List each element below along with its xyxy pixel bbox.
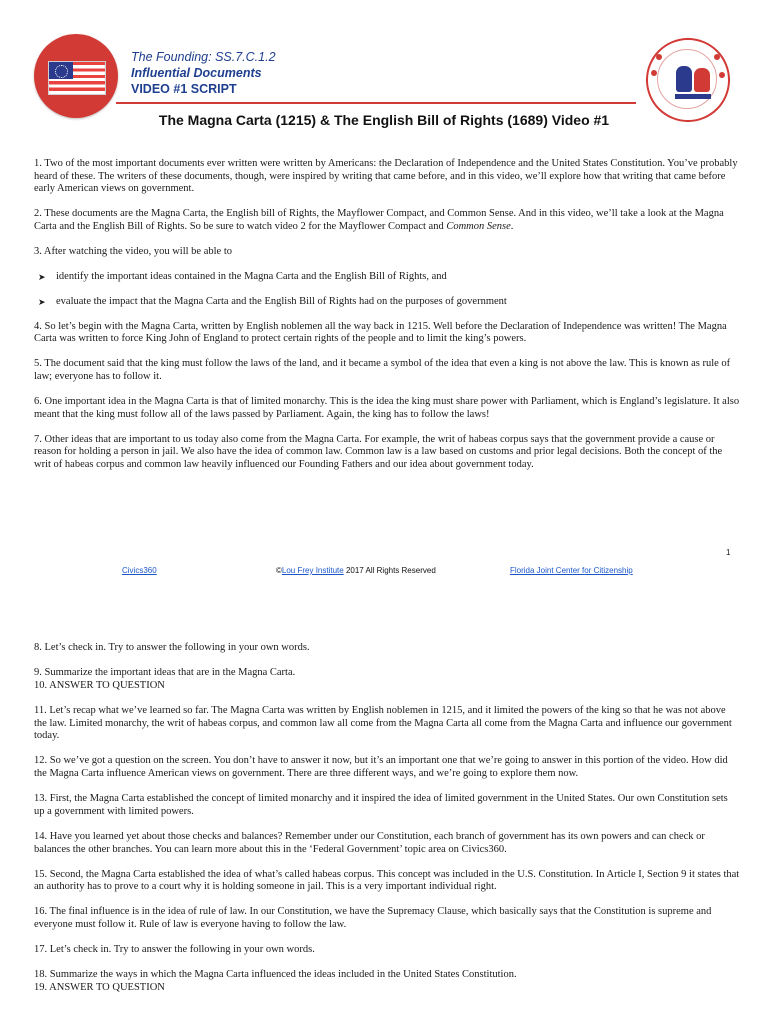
paragraph-7: 7. Other ideas that are important to us today also come from the Magna Carta. For example, the writ of habeas corpus says that the government provide a cause or reason for holding a person in jail. We also have the idea of common law. Common law is a law based on customs and prior legal decisions. Both the concept of the writ of habeas corpus and common law heavily influenced our Founding Fathers and our idea about government today.: [34, 433, 723, 471]
paragraph-1: 1. Two of the most important documents ever written were written by Americans: the Declaration of Independence and the United States Constitution. You’ve probably heard of these. The writers of these documents, though, were inspired by writing that came before, and in this video, we’ll explore how that writing that came before early American views on government.: [34, 158, 738, 195]
header-topic: Influential Documents: [131, 66, 262, 80]
header-course: The Founding: SS.7.C.1.2: [131, 50, 276, 64]
paragraph-2: [34, 208, 740, 233]
fjcc-link[interactable]: Florida Joint Center for Citizenship: [510, 566, 633, 575]
paragraph-2-text: 2. These documents are the Magna Carta, the English bill of Rights, the Mayflower Compact, and Common Sense. And in this video, we’ll take a look at the Magna Carta and the English Bill of Rights. So be sure to watch video 2 for the Mayflower Compact and: [34, 208, 724, 232]
paragraph-3: 3. After watching the video, you will be able to: [34, 246, 232, 258]
footer-left: [122, 566, 157, 575]
logo-figure-red: [694, 68, 710, 92]
page-title: The Magna Carta (1215) & The English Bill of Rights (1689) Video #1: [158, 112, 610, 128]
paragraph-17: 17. Let’s check in. Try to answer the following in your own words.: [34, 944, 315, 956]
bullet-text: evaluate the impact that the Magna Carta and the English Bill of Rights had on the purposes of government: [56, 295, 507, 307]
common-sense-title: Common Sense: [446, 220, 511, 232]
flag-icon: [34, 34, 118, 118]
logo-dot: [651, 70, 657, 76]
page-number: 1: [726, 548, 731, 557]
paragraph-11: 11. Let’s recap what we’ve learned so far. The Magna Carta was written by English noblemen in 1215, and it limited the powers of the king so that he was not above the law. Limited monarchy, the writ of habeas corpus, and common law all come from the Magna Carta all come from the Magna Carta and influence our government today.: [34, 704, 732, 742]
copyright-text: 2017 All Rights Reserved: [343, 566, 436, 575]
logo-base: [675, 94, 711, 99]
paragraph-5: 5. The document said that the king must follow the laws of the land, and it became a symbol of the idea that even a king is not above the law. This is known as rule of law; everyone has to follow it.: [34, 358, 731, 382]
us-flag: [48, 61, 106, 95]
logo-ring: [657, 49, 717, 109]
paragraph-6: 6. One important idea in the Magna Carta is that of limited monarchy. This is the idea the king must share power with Parliament, which is England’s legislature. It also meant that the king must follow all of the laws passed by Parliament. Again, the king has to follow the laws!: [34, 396, 740, 420]
page2-body: [34, 642, 740, 995]
paragraph-14: 14. Have you learned yet about those checks and balances? Remember under our Constitution, each branch of government has its own powers and can check or balances the other branches. You can learn more about this in the ‘Federal Government’ topic area on Civics360.: [34, 830, 705, 855]
lou-frey-institute-link[interactable]: Lou Frey Institute: [281, 566, 344, 575]
civics360-logo-icon: [646, 38, 730, 122]
footer-right: [510, 566, 633, 575]
paragraph-12: 12. So we’ve got a question on the screen. You don’t have to answer it now, but it’s an important one that we’re going to answer in this portion of the video. How did the Magna Carta influence American views on government. There are three different ways, and we’re going to explore them now.: [34, 755, 728, 779]
paragraph-19: 19. ANSWER TO QUESTION: [34, 982, 165, 994]
paragraph-10: 10. ANSWER TO QUESTION: [34, 679, 165, 691]
logo-dot: [714, 54, 720, 60]
list-item: [34, 296, 740, 309]
list-item: [34, 271, 740, 284]
paragraph-2-end: .: [510, 220, 514, 232]
paragraph-15: 15. Second, the Magna Carta established the idea of what’s called habeas corpus. This concept was included in the U.S. Constitution. In Article I, Section 9 it states that an authority has to prove to a court why it is holding someone in jail. This is a very important individual right.: [34, 868, 740, 893]
paragraph-4: 4. So let’s begin with the Magna Carta, written by English noblemen all the way back in 1215. Well before the Declaration of Independence was written! The Magna Carta was written to force King John of England to protect certain rights of the people and to limit the king’s powers.: [34, 320, 727, 345]
paragraph-18: 18. Summarize the ways in which the Magna Carta influenced the ideas included in the United States Constitution.: [34, 969, 517, 981]
page1-body: [34, 158, 740, 484]
paragraph-16: 16. The final influence is in the idea of rule of law. In our Constitution, we have the Supremacy Clause, which basically says that the Constitution is supreme and everyone must follow it. Rule of law is everyone having to follow the law.: [34, 906, 712, 931]
paragraph-13: 13. First, the Magna Carta established the concept of limited monarchy and it inspired the idea of limited government in the United States. Our own Constitution sets up a government with limited powers.: [34, 793, 728, 817]
paragraph-8: 8. Let’s check in. Try to answer the following in your own words.: [34, 642, 310, 653]
bullet-text: identify the important ideas contained in the Magna Carta and the English Bill of Rights, and: [56, 271, 447, 283]
header-video-label: VIDEO #1 SCRIPT: [131, 82, 237, 96]
copyright-symbol: ©: [276, 566, 282, 575]
civics360-link[interactable]: Civics360: [122, 566, 157, 575]
arrowhead-bullet-icon: ➤: [38, 272, 46, 283]
paragraph-9: 9. Summarize the important ideas that are in the Magna Carta.: [34, 667, 296, 679]
header-divider: [116, 102, 636, 104]
footer-middle: [276, 566, 436, 575]
flag-canton: [49, 62, 73, 79]
logo-dot: [656, 54, 662, 60]
objectives-list: [34, 271, 740, 308]
header-text: [131, 49, 276, 97]
logo-figure-blue: [676, 66, 692, 92]
logo-dot: [719, 72, 725, 78]
arrowhead-bullet-icon: ➤: [38, 296, 46, 307]
